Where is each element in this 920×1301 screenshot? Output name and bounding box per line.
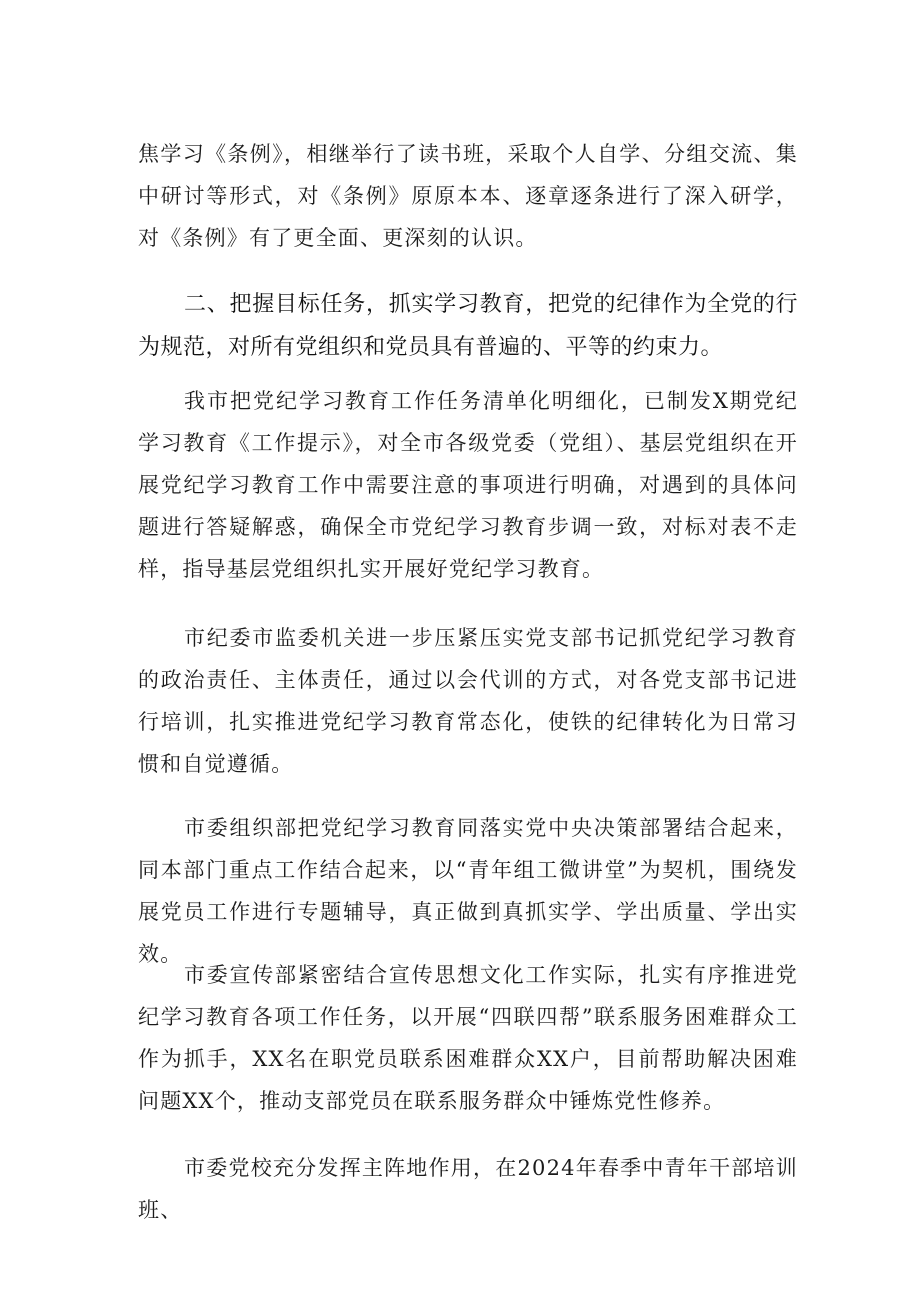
section-heading: 二、把握目标任务，抓实学习教育，把党的纪律作为全党的行为规范，对所有党组织和党员具有普遍的、平等的约束力。 bbox=[138, 292, 798, 360]
body-paragraph: 市委宣传部紧密结合宣传思想文化工作实际，扎实有序推进党纪学习教育各项工作任务，以开展“四联四帮”联系服务困难群众工作为抓手，XX名在职党员联系困难群众XX户，目前帮助解决困难问题XX个，推动支部党员在联系服务群众中锤炼党性修养。 bbox=[138, 963, 798, 1113]
body-paragraph: 市纪委市监委机关进一步压紧压实党支部书记抓党纪学习教育的政治责任、主体责任，通过以会代训的方式，对各党支部书记进行培训，扎实推进党纪学习教育常态化，使铁的纪律转化为日常习惯和自觉遵循。 bbox=[138, 626, 798, 776]
body-paragraph: 焦学习《条例》，相继举行了读书班，采取个人自学、分组交流、集中研讨等形式，对《条例》原原本本、逐章逐条进行了深入研学，对《条例》有了更全面、更深刻的认识。 bbox=[138, 142, 798, 250]
body-paragraph: 市委组织部把党纪学习教育同落实党中央决策部署结合起来，同本部门重点工作结合起来，以“青年组工微讲堂”为契机，围绕发展党员工作进行专题辅导，真正做到真抓实学、学出质量、学出实效。 bbox=[138, 816, 798, 966]
body-paragraph: 市委党校充分发挥主阵地作用，在2024年春季中青年干部培训班、 bbox=[138, 1156, 798, 1222]
body-paragraph: 我市把党纪学习教育工作任务清单化明细化，已制发X期党纪学习教育《工作提示》，对全市各级党委（党组）、基层党组织在开展党纪学习教育工作中需要注意的事项进行明确，对遇到的具体问题进行答疑解惑，确保全市党纪学习教育步调一致，对标对表不走样，指导基层党组织扎实开展好党纪学习教育。 bbox=[138, 389, 798, 581]
